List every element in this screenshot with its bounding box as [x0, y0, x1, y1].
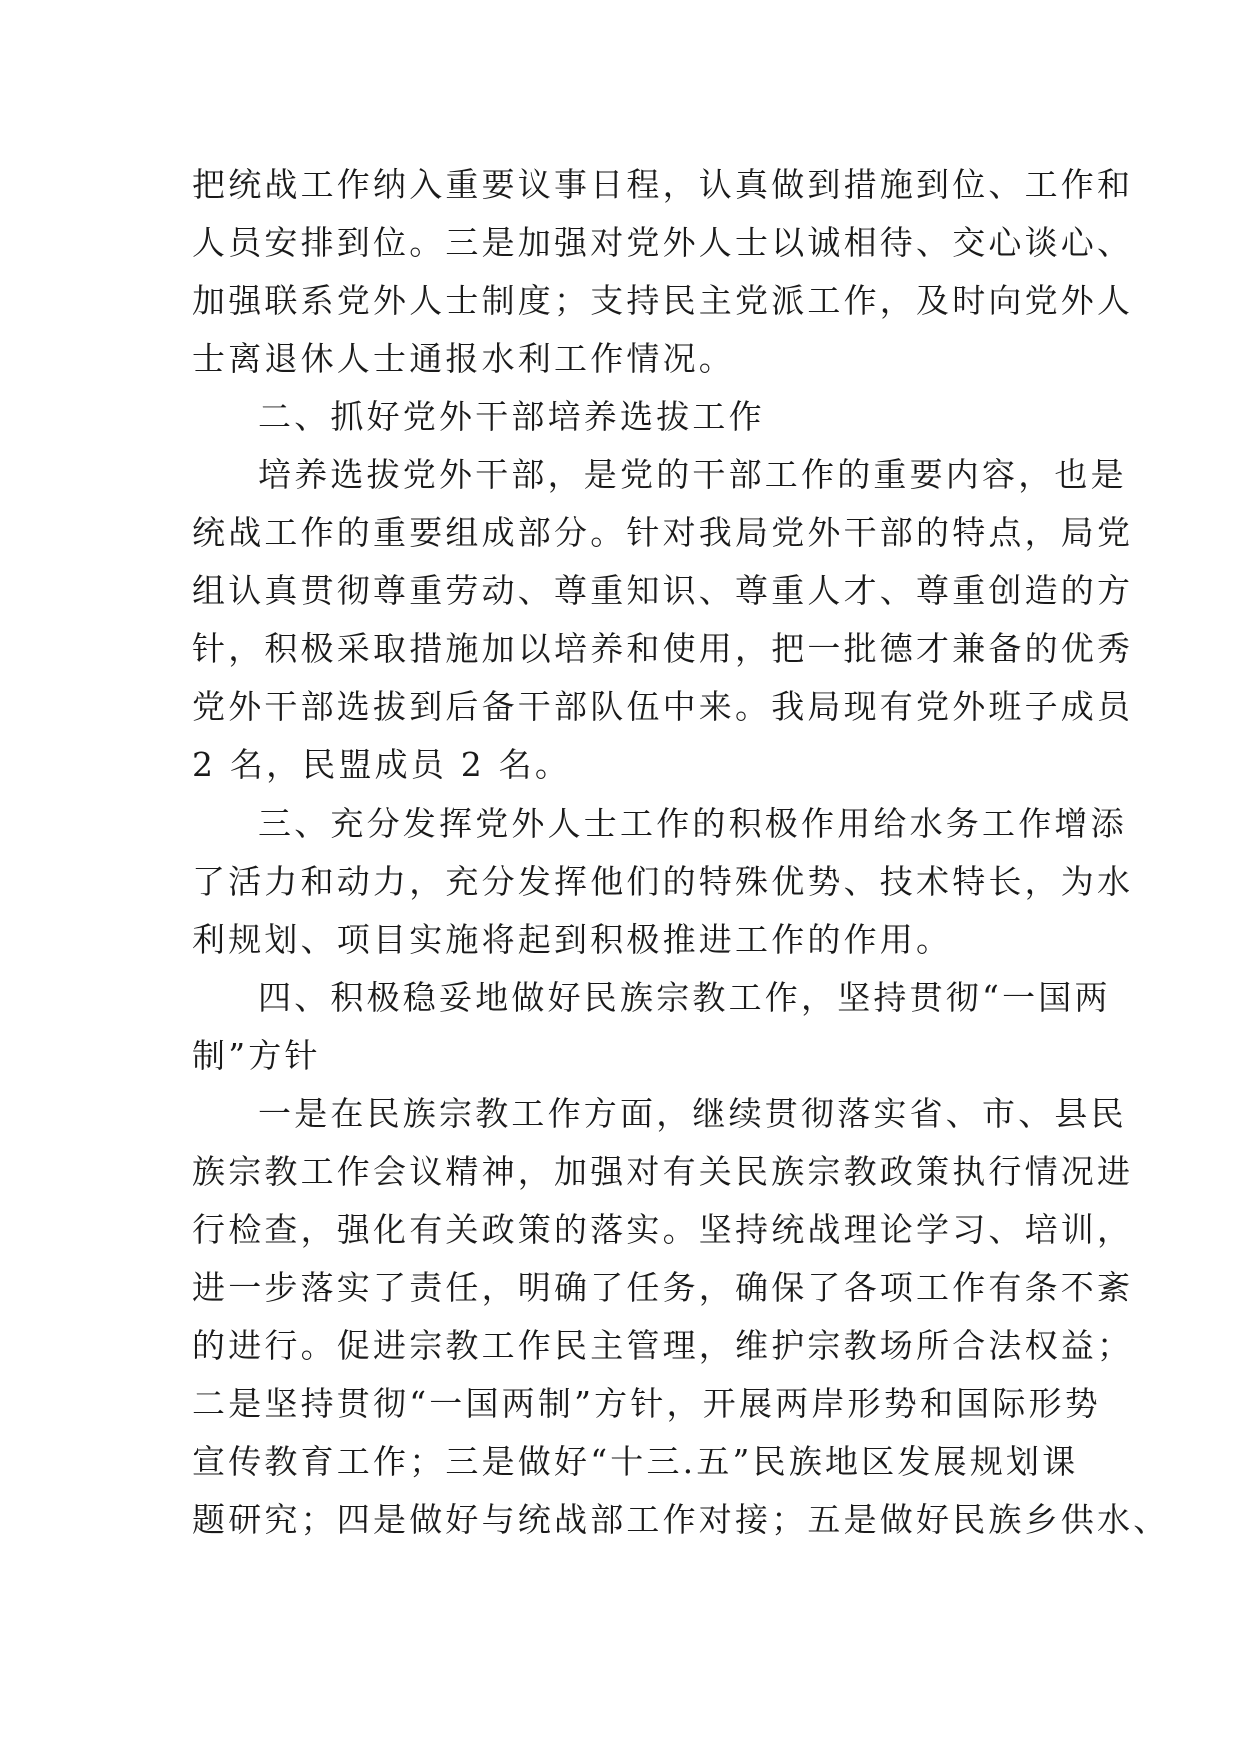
body-text-line: 宣传教育工作；三是做好“十三.五”民族地区发展规划课 [192, 1442, 1079, 1481]
body-text-line: 族宗教工作会议精神，加强对有关民族宗教政策执行情况进 [192, 1152, 1134, 1191]
body-text-line: 的进行。促进宗教工作民主管理，维护宗教场所合法权益； [192, 1326, 1134, 1365]
body-text-line: 把统战工作纳入重要议事日程，认真做到措施到位、工作和 [192, 165, 1134, 204]
body-text-line: 组认真贯彻尊重劳动、尊重知识、尊重人才、尊重创造的方 [192, 571, 1134, 610]
body-text-line: 统战工作的重要组成部分。针对我局党外干部的特点，局党 [192, 513, 1134, 552]
body-text-line: 二是坚持贯彻“一国两制”方针，开展两岸形势和国际形势 [192, 1384, 1101, 1423]
body-text-line: 了活力和动力，充分发挥他们的特殊优势、技术特长，为水 [192, 862, 1134, 901]
section-heading: 三、充分发挥党外人士工作的积极作用给水务工作增添 [258, 804, 1127, 843]
body-text-line: 利规划、项目实施将起到积极推进工作的作用。 [192, 920, 953, 959]
body-text-line: 一是在民族宗教工作方面，继续贯彻落实省、市、县民 [258, 1094, 1127, 1133]
body-text-line: 题研究；四是做好与统战部工作对接；五是做好民族乡供水、 [192, 1500, 1170, 1539]
body-text-line: 人员安排到位。三是加强对党外人士以诚相待、交心谈心、 [192, 223, 1134, 262]
body-text-line: 士离退休人士通报水利工作情况。 [192, 339, 735, 378]
body-text-line: 进一步落实了责任，明确了任务，确保了各项工作有条不紊 [192, 1268, 1134, 1307]
body-text-line: 行检查，强化有关政策的落实。坚持统战理论学习、培训， [192, 1210, 1134, 1249]
section-heading: 四、积极稳妥地做好民族宗教工作，坚持贯彻“一国两 [258, 978, 1111, 1017]
body-text-line: 制”方针 [192, 1036, 321, 1075]
body-text-line: 党外干部选拔到后备干部队伍中来。我局现有党外班子成员 [192, 687, 1134, 726]
section-heading: 二、抓好党外干部培养选拔工作 [258, 397, 765, 436]
body-text-line: 培养选拔党外干部，是党的干部工作的重要内容，也是 [258, 455, 1127, 494]
body-text-line: 加强联系党外人士制度；支持民主党派工作，及时向党外人 [192, 281, 1134, 320]
body-text-line: 针，积极采取措施加以培养和使用，把一批德才兼备的优秀 [192, 629, 1134, 668]
body-text-line: 2 名，民盟成员 2 名。 [192, 745, 572, 784]
